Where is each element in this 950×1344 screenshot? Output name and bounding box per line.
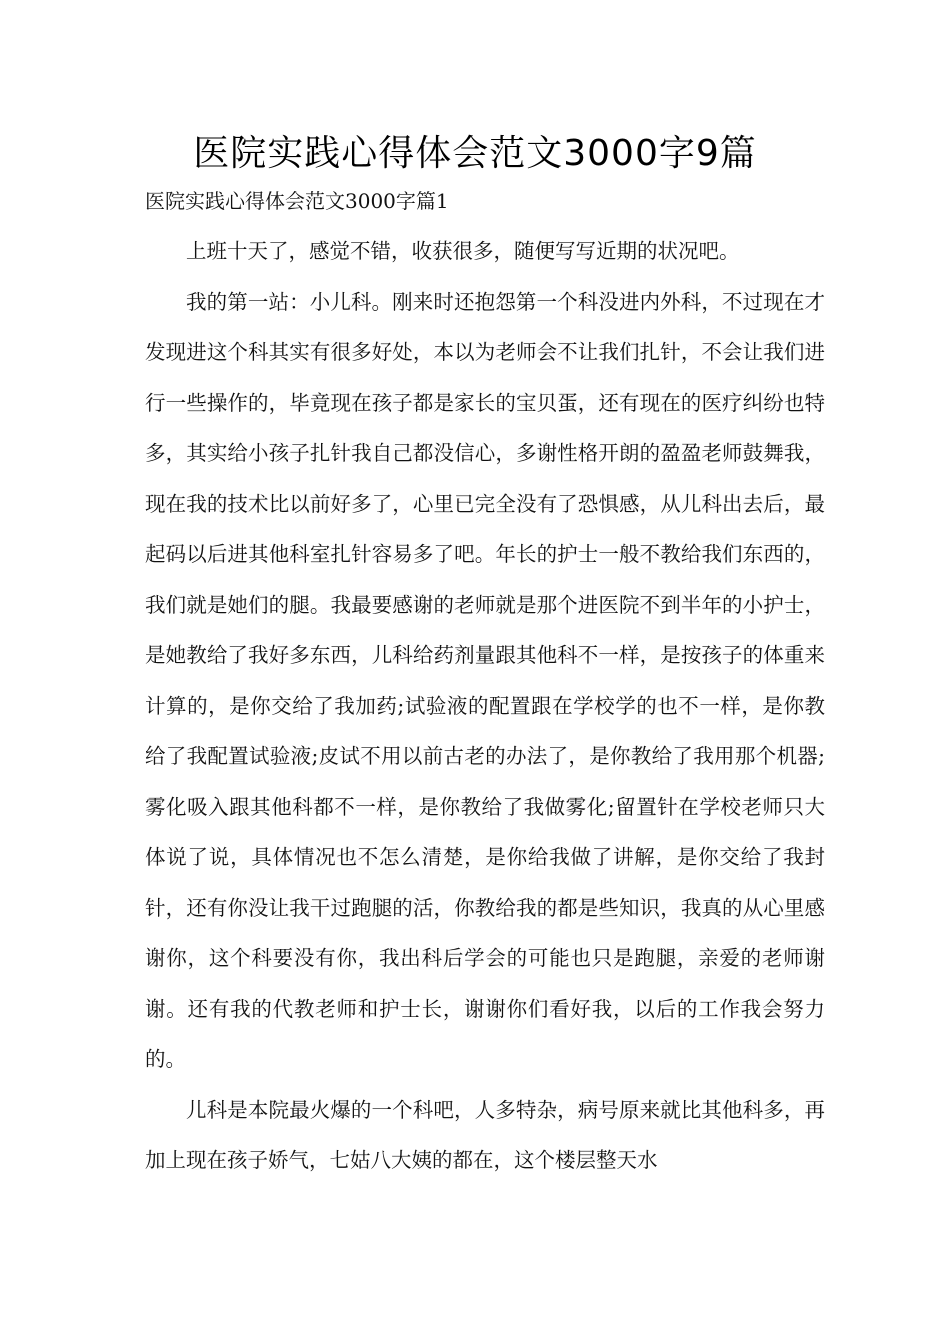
- paragraph-1: 上班十天了，感觉不错，收获很多，随便写写近期的状况吧。: [186, 239, 740, 263]
- paragraph-3: 儿科是本院最火爆的一个科吧，人多特杂，病号原来就比其他科多，再加上现在孩子娇气，七姑八大姨的都在，这个楼层整天水: [145, 1097, 825, 1172]
- document-body: [145, 226, 825, 1186]
- section-subtitle: 医院实践心得体会范文3000字篇1: [145, 189, 449, 213]
- document-title: 医院实践心得体会范文3000字9篇: [193, 133, 757, 174]
- paragraph-2: 我的第一站：小儿科。刚来时还抱怨第一个科没进内外科，不过现在才发现进这个科其实有很多好处，本以为老师会不让我们扎针，不会让我们进行一些操作的，毕竟现在孩子都是家长的宝贝蛋，还有现在的医疗纠纷也特多，其实给小孩子扎针我自己都没信心，多谢性格开朗的盈盈老师鼓舞我，现在我的技术比以前好多了，心里已完全没有了恐惧感，从儿科出去后，最起码以后进其他科室扎针容易多了吧。年长的护士一般不教给我们东西的，我们就是她们的腿。我最要感谢的老师就是那个进医院不到半年的小护士，是她教给了我好多东西，儿科给药剂量跟其他科不一样，是按孩子的体重来计算的，是你交给了我加药;试验液的配置跟在学校学的也不一样，是你教给了我配置试验液;皮试不用以前古老的办法了，是你教给了我用那个机器;雾化吸入跟其他科都不一样，是你教给了我做雾化;留置针在学校老师只大体说了说，具体情况也不怎么清楚，是你给我做了讲解，是你交给了我封针，还有你没让我干过跑腿的活，你教给我的都是些知识，我真的从心里感谢你，这个科要没有你，我出科后学会的可能也只是跑腿，亲爱的老师谢谢。还有我的代教老师和护士长，谢谢你们看好我，以后的工作我会努力的。: [145, 289, 825, 1071]
